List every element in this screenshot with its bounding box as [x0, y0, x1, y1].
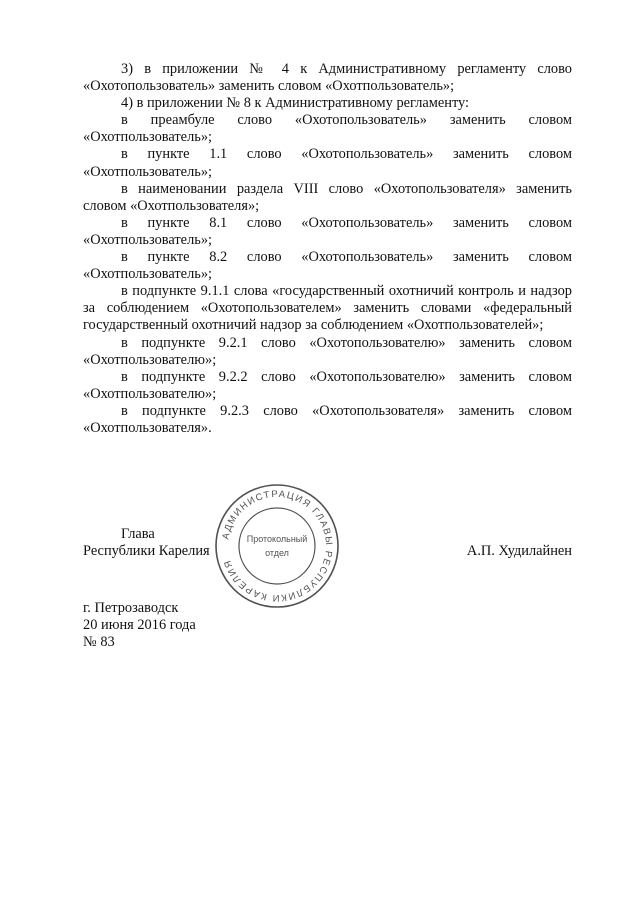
paragraph-5: в наименовании раздела VIII слово «Охотопользователя» заменить словом «Охотпользователя»; [83, 180, 572, 214]
paragraph-1: 3) в приложении № 4 к Административному регламенту слово «Охотопользователь» заменить словом «Охотпользователь»; [83, 61, 572, 95]
paragraph-7: в пункте 8.2 слово «Охотопользователь» заменить словом «Охотпользователь»; [83, 249, 572, 283]
stamp-center-line1: Протокольный [246, 534, 308, 544]
signer-name: А.П. Худилайнен [466, 543, 572, 560]
paragraph-6: в пункте 8.1 слово «Охотопользователь» заменить словом «Охотпользователь»; [83, 214, 572, 248]
document-number: № 83 [83, 634, 115, 651]
paragraph-9: в подпункте 9.2.1 слово «Охотопользователю» заменить словом «Охотпользователю»; [83, 334, 572, 368]
paragraph-4: в пункте 1.1 слово «Охотопользователь» заменить словом «Охотпользователь»; [83, 146, 572, 180]
signer-title-line1: Глава [121, 526, 155, 542]
place-date-block [83, 600, 196, 651]
city: г. Петрозаводск [83, 600, 179, 616]
paragraph-10: в подпункте 9.2.2 слово «Охотопользователю» заменить словом «Охотпользователю»; [83, 368, 572, 402]
official-stamp [213, 482, 341, 610]
paragraph-11: в подпункте 9.2.3 слово «Охотопользователя» заменить словом «Охотпользователя». [83, 402, 572, 436]
amendments-text [83, 61, 572, 437]
stamp-center-line2: отдел [265, 548, 289, 558]
paragraph-8: в подпункте 9.1.1 слова «государственный охотничий контроль и надзор за соблюдением «Охотопользователем» заменить словами «федеральный государственный охотничий надзор за соблюдением «Охотпользователей»; [83, 283, 572, 334]
date: 20 июня 2016 года [83, 617, 196, 634]
stamp-ring-text: АДМИНИСТРАЦИЯ ГЛАВЫ РЕСПУБЛИКИ КАРЕЛИЯ [220, 488, 335, 604]
svg-text:АДМИНИСТРАЦИЯ ГЛАВЫ РЕСПУБЛИКИ [220, 489, 334, 603]
signer-title-line2: Республики Карелия [83, 543, 210, 560]
paragraph-2: 4) в приложении № 8 к Административному регламенту: [121, 95, 470, 112]
paragraph-3: в преамбуле слово «Охотопользователь» заменить словом «Охотпользователь»; [83, 112, 572, 146]
